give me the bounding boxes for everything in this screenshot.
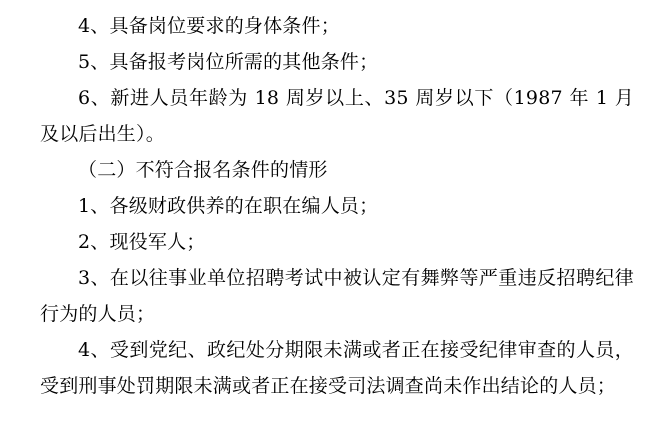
paragraph-7: 3、在以往事业单位招聘考试中被认定有舞弊等严重违反招聘纪律行为的人员； [40,267,634,325]
paragraph-6: 2、现役军人； [78,231,206,253]
paragraph-1: 4、具备岗位要求的身体条件； [78,15,340,37]
paragraph-3: 6、新进人员年龄为 18 周岁以上、35 周岁以下（1987 年 1 月及以后出生）。 [40,87,634,145]
paragraph-8: 4、受到党纪、政纪处分期限未满或者正在接受纪律审查的人员，受到刑事处罚期限未满或者正在接受司法调查尚未作出结论的人员； [40,339,634,397]
paragraph-5: 1、各级财政供养的在职在编人员； [78,195,379,217]
paragraph-4-section-heading: （二）不符合报名条件的情形 [78,159,328,181]
paragraph-2: 5、具备报考岗位所需的其他条件； [78,51,379,73]
